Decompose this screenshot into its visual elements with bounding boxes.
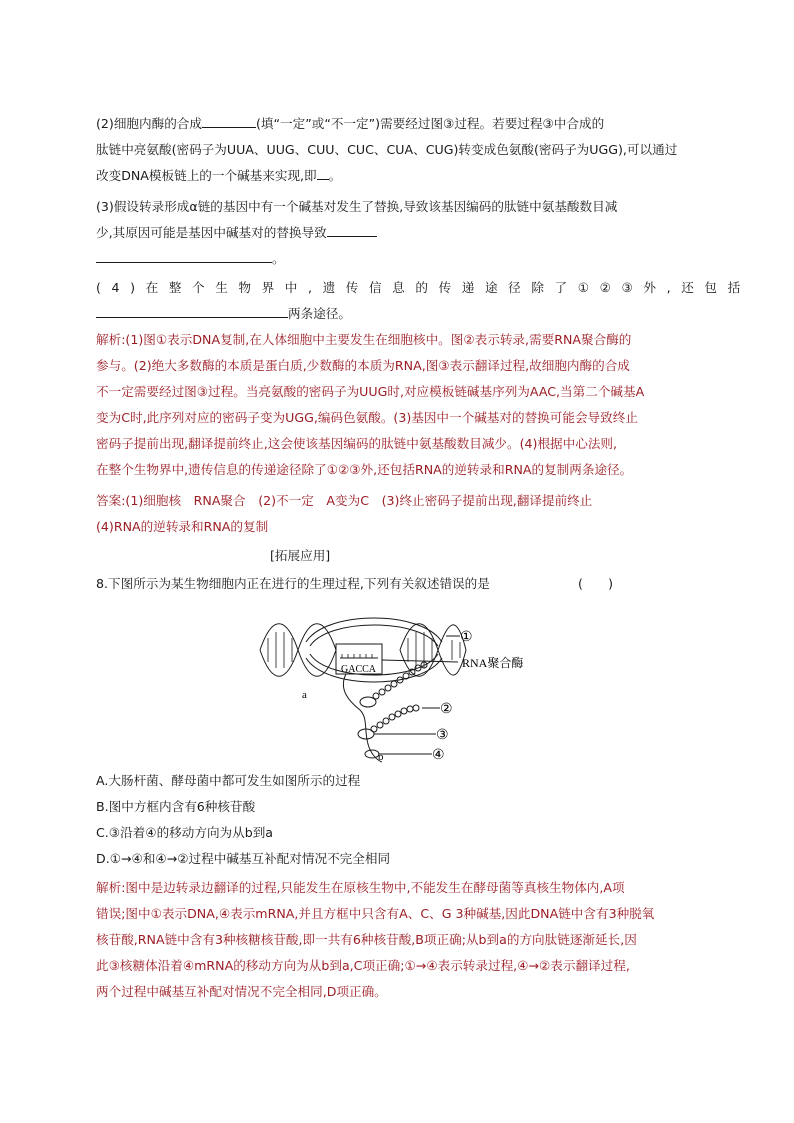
q7-part2-text-b: (填“一定”或“不一定”)需要经过图③过程。若要过程③中合成的 [256,116,605,131]
label-a: a [302,689,307,701]
label-rna-polymerase: RNA聚合酶 [462,656,524,670]
q7-part4-line1: (4)在整个生物界中,遗传信息的传递途径除了①②③外,还包括 [96,280,751,295]
q7-part2-line1 [96,115,604,133]
q7-part2-line2: 肽链中亮氨酸(密码子为UUA、UUG、CUU、CUC、CUA、CUG)转变成色氨酸(密码子为UGG),可以通过 [96,142,678,157]
q8-stem: 8.下图所示为某生物细胞内正在进行的生理过程,下列有关叙述错误的是 [96,576,490,591]
q7-analysis-line: 在整个生物界中,遗传信息的传递途径除了①②③外,还包括RNA的逆转录和RNA的复制两条途径。 [96,462,633,477]
option-a[interactable]: A.大肠杆菌、酵母菌中都可发生如图所示的过程 [96,773,361,788]
q7-part3-text: 少,其原因可能是基因中碱基对的替换导致 [96,225,327,240]
q8-analysis-line: 错误;图中①表示DNA,④表示mRNA,并且方框中只含有A、C、G 3种碱基,因此DNA链中含有3种脱氧 [96,906,655,921]
label-leader [382,660,458,662]
label-2: ② [440,702,453,717]
q7-answer-line: (4)RNA的逆转录和RNA的复制 [96,519,269,534]
q7-part3-end: 。 [272,251,285,266]
q7-analysis-line: 解析:(1)图①表示DNA复制,在人体细胞中主要发生在细胞核中。图②表示转录,需要RNA聚合酶的 [96,332,632,347]
section-title: [拓展应用] [270,548,331,563]
q8-analysis-line: 两个过程中碱基互补配对情况不完全相同,D项正确。 [96,984,387,999]
label-1: ① [460,630,473,645]
q7-analysis-line: 不一定需要经过图③过程。当亮氨酸的密码子为UUG时,对应模板链碱基序列为AAC,当第二个碱基A [96,384,645,399]
q7-part3-line3 [96,250,285,268]
answer-paren[interactable]: ( ) [578,576,614,591]
polypeptide-chain [371,705,419,732]
answer-blank[interactable] [202,115,256,128]
answer-blank[interactable] [96,305,288,318]
mrna-strand [343,674,382,762]
q7-part4-end: 两条途径。 [288,306,351,321]
option-c[interactable]: C.③沿着④的移动方向为从b到a [96,825,274,840]
q7-part2-text-c: 改变DNA模板链上的一个碱基来实现,即 [96,168,317,183]
label-b: b [378,751,384,763]
answer-blank[interactable] [96,250,272,263]
q7-part2-text-a: (2)细胞内酶的合成 [96,116,202,131]
option-b[interactable]: B.图中方框内含有6种核苷酸 [96,799,256,814]
q8-analysis-line: 解析:图中是边转录边翻译的过程,只能发生在原核生物中,不能发生在酵母菌等真核生物体内,A项 [96,880,625,895]
answer-blank[interactable] [327,224,377,237]
transcription-bubble [310,625,438,646]
q8-analysis-line: 此③核糖体沿着④mRNA的移动方向为从b到a,C项正确;①→④表示转录过程,④→②表示翻译过程, [96,958,630,973]
q7-analysis-line: 密码子提前出现,翻译提前终止,这会使该基因编码的肽链中氨基酸数目减少。(4)根据中心法则, [96,436,618,451]
q7-part3-line1: (3)假设转录形成α链的基因中有一个碱基对发生了替换,导致该基因编码的肽链中氨基酸数目减 [96,199,618,214]
q8-stem-line [96,575,490,593]
label-3: ③ [436,728,449,743]
q7-part2-line3 [96,167,341,185]
answer-blank[interactable] [317,167,329,180]
transcription-translation-figure [250,610,524,770]
template-sequence: GACCA [341,664,377,675]
q7-part4-line2 [96,305,351,323]
q8-analysis-line: 核苷酸,RNA链中含有3种核糖核苷酸,即一共有6种核苷酸,B项正确;从b到a的方向肽链逐渐延长,因 [96,932,637,947]
label-4: ④ [432,748,445,763]
dna-strand [260,624,336,677]
q7-answer-line: 答案:(1)细胞核 RNA聚合 (2)不一定 A变为C (3)终止密码子提前出现,翻译提前终止 [96,493,593,508]
option-d[interactable]: D.①→④和④→②过程中碱基互补配对情况不完全相同 [96,851,391,866]
q7-part3-line2 [96,224,377,242]
q7-analysis-line: 变为C时,此序列对应的密码子变为UGG,编码色氨酸。(3)基因中一个碱基对的替换可能会导致终止 [96,410,638,425]
q7-part2-text-d: 。 [328,168,342,183]
q7-analysis-line: 参与。(2)绝大多数酶的本质是蛋白质,少数酶的本质为RNA,图③表示翻译过程,故细胞内酶的合成 [96,358,630,373]
